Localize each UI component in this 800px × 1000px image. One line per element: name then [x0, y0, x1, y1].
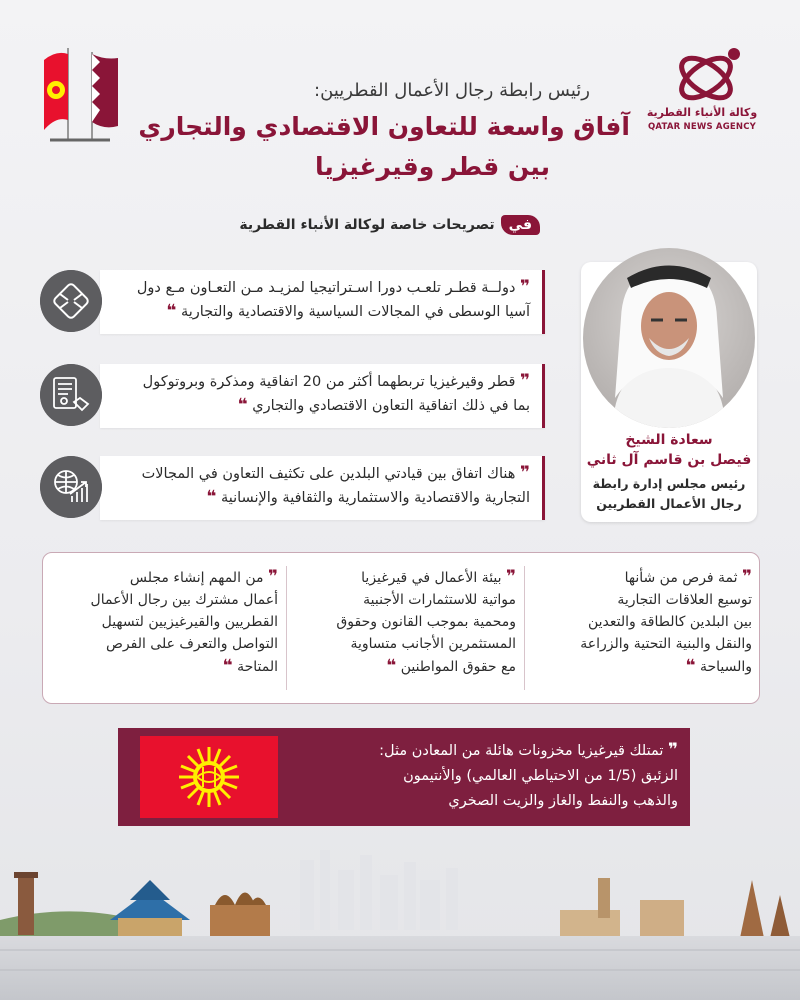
quote-open-mark: ❞ — [742, 567, 752, 587]
column-line: بين البلدين كالطاقة والتعدين — [588, 614, 752, 630]
column-line: توسيع العلاقات التجارية — [617, 592, 752, 608]
quote-open-mark: ❞ — [668, 740, 678, 760]
highlight-column-right — [530, 566, 752, 678]
quote-close-mark: ❝ — [166, 301, 177, 321]
column-line: ثمة فرص من شأنها — [624, 570, 738, 586]
statement-2 — [100, 364, 545, 428]
city-skyline-illustration — [0, 850, 800, 1000]
quote-close-mark: ❝ — [237, 395, 248, 415]
logo-arabic-name: وكالة الأنباء القطرية — [646, 106, 758, 119]
column-line: ومحمية بموجب القانون وحقوق — [336, 614, 516, 630]
statement-1 — [100, 270, 545, 334]
statement-line: التجارية والاقتصادية والاستثمارية والثقافية والإنسانية — [220, 490, 530, 506]
person-portrait-icon — [583, 248, 755, 428]
intro-badge: في — [501, 215, 540, 235]
statement-line: بما في ذلك اتفاقية التعاون الاقتصادي والتجاري — [252, 398, 530, 414]
column-line: المستثمرين الأجانب متساوية — [350, 636, 516, 652]
column-line: مواتية للاستثمارات الأجنبية — [363, 592, 516, 608]
kyrgyzstan-flag-icon — [140, 736, 278, 818]
portrait-photo — [583, 248, 755, 428]
column-line: أعمال مشترك بين رجال الأعمال — [90, 592, 278, 608]
headline-title-line2: بين قطر وقيرغيزيا — [314, 152, 550, 181]
column-divider — [286, 566, 287, 690]
person-role-line2: رجال الأعمال القطريين — [596, 496, 742, 511]
globe-growth-icon — [40, 456, 102, 518]
intro-line — [239, 210, 540, 240]
quote-open-mark: ❞ — [520, 277, 530, 297]
quote-open-mark: ❞ — [520, 371, 530, 391]
person-title: سعادة الشيخ — [625, 432, 713, 448]
quote-open-mark: ❞ — [506, 567, 516, 587]
headline-subtitle: رئيس رابطة رجال الأعمال القطريين: — [314, 80, 590, 101]
minerals-text — [290, 738, 678, 814]
statement-line: هناك اتفاق بين قيادتي البلدين على تكثيف التعاون في المجالات — [141, 466, 516, 482]
statement-3 — [100, 456, 545, 520]
highlight-column-middle — [294, 566, 516, 678]
column-line: والنقل والبنية التحتية والزراعة — [580, 636, 752, 652]
quote-open-mark: ❞ — [268, 567, 278, 587]
quote-close-mark: ❝ — [222, 656, 233, 676]
quote-close-mark: ❝ — [206, 487, 217, 507]
intro-text: تصريحات خاصة لوكالة الأنباء القطرية — [239, 217, 495, 233]
logo-english-name: QATAR NEWS AGENCY — [647, 122, 756, 132]
minerals-line: تمتلك قيرغيزيا مخزونات هائلة من المعادن مثل: — [379, 743, 664, 759]
column-line: التواصل والتعرف على الفرص — [105, 636, 278, 652]
minerals-line: الزئبق (1/5 من الاحتياطي العالمي) والأنتيمون — [403, 768, 678, 784]
person-role-line1: رئيس مجلس إدارة رابطة — [592, 476, 746, 491]
headline-title-line1: آفاق واسعة للتعاون الاقتصادي والتجاري — [138, 112, 630, 141]
minerals-line: والذهب والنفط والغاز والزيت الصخري — [448, 793, 678, 809]
highlight-column-left — [56, 566, 278, 678]
column-line: المتاحة — [237, 659, 278, 675]
column-line: القطريين والقيرغيزيين لتسهيل — [101, 614, 278, 630]
handshake-circle-icon — [40, 270, 102, 332]
statement-line: قطر وقيرغيزيا تربطهما أكثر من 20 اتفاقية ومذكرة وبروتوكول — [142, 374, 516, 390]
statement-line: آسيا الوسطى في المجالات السياسية والاقتصادية والتجارية — [181, 304, 530, 320]
qatar-kyrgyzstan-flags-icon — [30, 40, 130, 150]
column-line: والسياحة — [699, 659, 752, 675]
column-divider — [524, 566, 525, 690]
column-line: من المهم إنشاء مجلس — [129, 570, 264, 586]
column-line: مع حقوق المواطنين — [400, 659, 516, 675]
person-name: فيصل بن قاسم آل ثاني — [586, 452, 752, 468]
quote-open-mark: ❞ — [520, 463, 530, 483]
column-line: بيئة الأعمال في قيرغيزيا — [361, 570, 502, 586]
quote-close-mark: ❝ — [685, 656, 696, 676]
quote-close-mark: ❝ — [386, 656, 397, 676]
statement-line: دولــة قطـر تلعـب دورا اسـتراتيجيا لمزيـد مـن التعـاون مـع دول — [136, 280, 516, 296]
agreement-document-icon — [40, 364, 102, 426]
